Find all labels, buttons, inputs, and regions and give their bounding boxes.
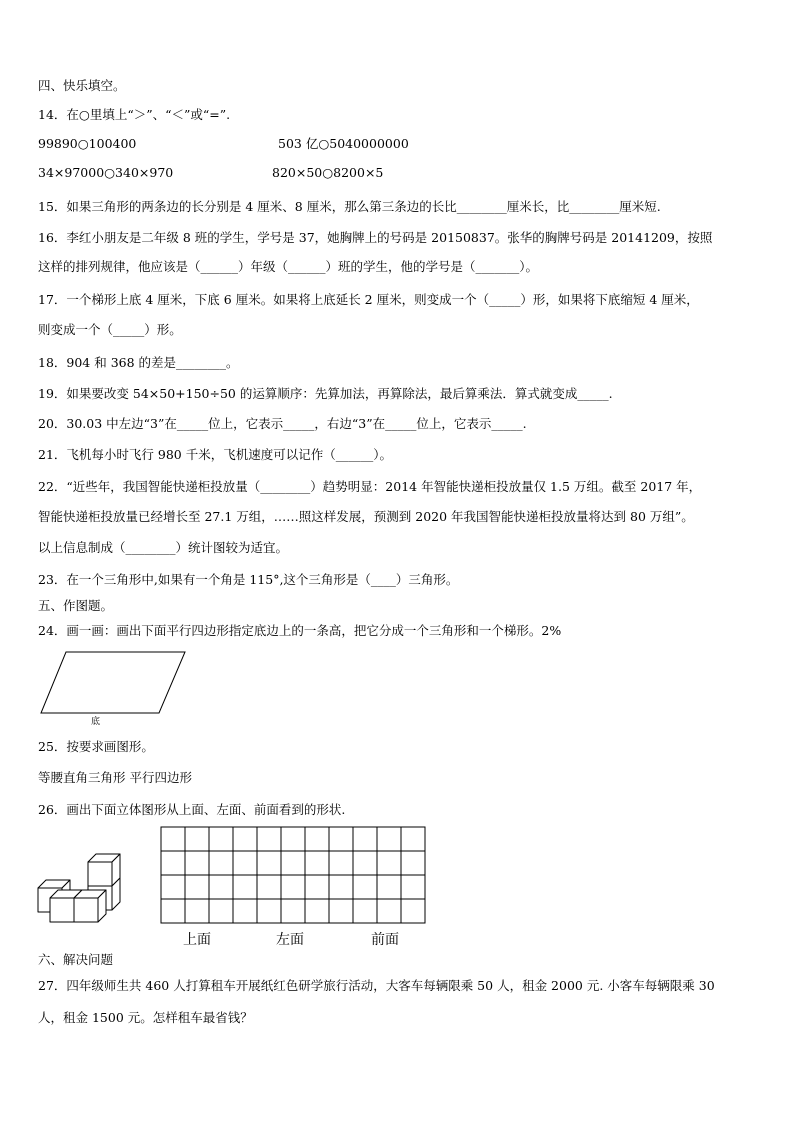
question-24: 24．画一画：画出下面平行四边形指定底边上的一条高，把它分成一个三角形和一个梯形。2% [38, 623, 562, 638]
question-17-line-1: 17．一个梯形上底 4 厘米，下底 6 厘米。如果将上底延长 2 厘米，则变成一个（_____）形，如果将下底缩短 4 厘米， [38, 292, 699, 307]
question-21: 21．飞机每小时飞行 980 千米，飞机速度可以记作（______）。 [38, 447, 392, 462]
question-22-line-3: 以上信息制成（________）统计图较为适宜。 [38, 540, 289, 555]
cube-stack-figure [36, 848, 130, 926]
question-20: 20．30.03 中左边“3”在_____位上，它表示_____，右边“3”在_____位上，它表示_____. [38, 416, 527, 431]
question-25-shapes: 等腰直角三角形 平行四边形 [38, 770, 192, 785]
question-14-title: 14．在○里填上“＞”、“＜”或“=”. [38, 107, 231, 122]
view-label-top: 上面 [183, 932, 211, 948]
question-15: 15．如果三角形的两条边的长分别是 4 厘米、8 厘米，那么第三条边的长比________厘米长，比________厘米短. [38, 199, 661, 214]
question-25: 25．按要求画图形。 [38, 739, 154, 754]
answer-grid [160, 826, 428, 926]
section-six-heading: 六、解决问题 [38, 952, 114, 967]
question-17-line-2: 则变成一个（_____）形。 [38, 322, 182, 337]
question-16-line-1: 16．李红小朋友是二年级 8 班的学生，学号是 37，她胸牌上的号码是 20150837。张华的胸牌号码是 20141209，按照 [38, 230, 713, 245]
question-14-item-d: 820×50○8200×5 [272, 165, 384, 180]
question-19: 19．如果要改变 54×50+150÷50 的运算顺序：先算加法，再算除法，最后算乘法．算式就变成_____. [38, 386, 613, 401]
question-27-line-1: 27．四年级师生共 460 人打算租车开展纸红色研学旅行活动，大客车每辆限乘 50 人，租金 2000 元. 小客车每辆限乘 30 [38, 978, 715, 993]
view-label-front: 前面 [371, 932, 399, 948]
question-22-line-1: 22．“近些年，我国智能快递柜投放量（________）趋势明显：2014 年智能快递柜投放量仅 1.5 万组。截至 2017 年， [38, 479, 702, 494]
section-four-heading: 四、快乐填空。 [38, 78, 126, 93]
view-label-left: 左面 [276, 932, 304, 948]
question-18: 18．904 和 368 的差是________。 [38, 355, 239, 370]
question-14-item-a: 99890○100400 [38, 136, 137, 151]
section-five-heading: 五、作图题。 [38, 598, 114, 613]
question-14-item-c: 34×97000○340×970 [38, 165, 174, 180]
question-23: 23．在一个三角形中,如果有一个角是 115°,这个三角形是（____）三角形。 [38, 572, 459, 587]
parallelogram-base-label: 底 [91, 717, 101, 727]
question-16-line-2: 这样的排列规律，他应该是（______）年级（______）班的学生，他的学号是（_______）。 [38, 259, 539, 274]
question-26: 26．画出下面立体图形从上面、左面、前面看到的形状. [38, 802, 346, 817]
parallelogram-figure [38, 650, 190, 716]
question-22-line-2: 智能快递柜投放量已经增长至 27.1 万组，……照这样发展，预测到 2020 年我国智能快递柜投放量将达到 80 万组”。 [38, 509, 694, 524]
question-27-line-2: 人，租金 1500 元。怎样租车最省钱？ [38, 1010, 253, 1025]
question-14-item-b: 503 亿○5040000000 [278, 136, 409, 151]
